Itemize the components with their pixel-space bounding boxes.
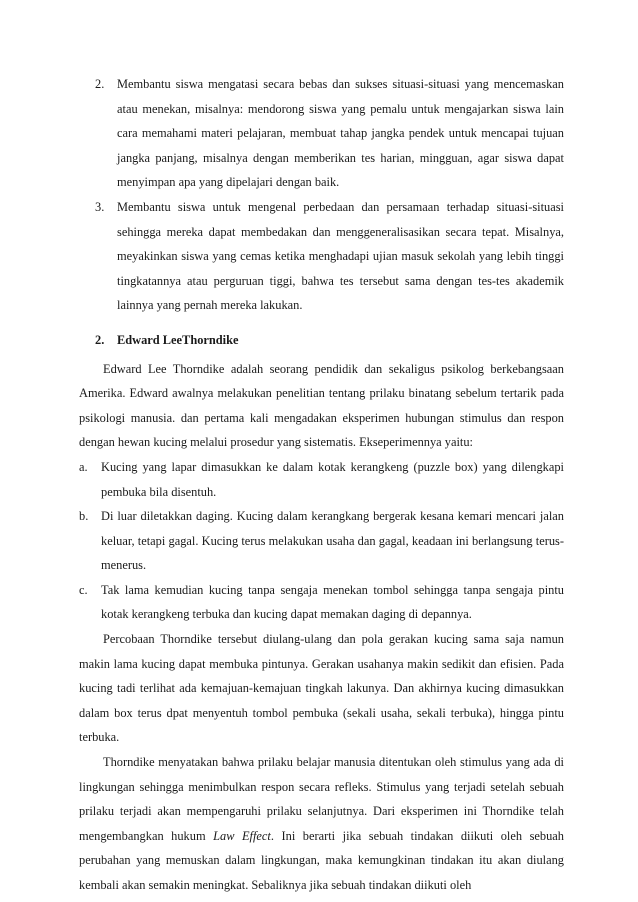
paragraph-law-effect xyxy=(79,750,564,898)
list-letter: c. xyxy=(79,582,88,597)
law-paragraph-after: . Ini berarti jika sebuah tindakan diikuti oleh sebuah perubahan yang memuskan dalam lingkungan, maka kemungkinan tindakan itu akan diulang kembali akan semakin meningkat. Sebaliknya jika sebuah tindakan diikuti oleh xyxy=(79,828,564,892)
numbered-item-3 xyxy=(79,195,564,318)
list-item-text: Membantu siswa mengatasi secara bebas dan sukses situasi-situasi yang mencemaskan atau menekan, misalnya: mendorong siswa yang pemalu untuk mengajarkan siswa lain cara memahami materi pelajaran, membuat tahap jangka pendek untuk mencapai tujuan jangka panjang, misalnya dengan memberikan tes harian, mingguan, agar siswa dapat menyimpan apa yang dipelajari dengan baik. xyxy=(117,77,564,190)
numbered-item-2 xyxy=(79,72,564,195)
list-letter: a. xyxy=(79,459,88,474)
section-heading xyxy=(79,328,564,353)
paragraph-percobaan: Percobaan Thorndike tersebut diulang-ulang dan pola gerakan kucing sama saja namun makin lama kucing dapat membuka pintunya. Gerakan usahanya makin sedikit dan efisien. Pada kucing tadi terlihat ada kemajuan-kemajuan tingkah lakunya. Dan akhirnya kucing dimasukkan dalam box terus dpat menyentuh tombol pembuka (sekali usaha, sekali terbuka), hingga pintu terbuka. xyxy=(79,632,564,745)
section-number: 2. xyxy=(95,332,105,347)
intro-paragraph: Edward Lee Thorndike adalah seorang pendidik dan sekaligus psikolog berkebangsaan Amerika. Edward awalnya melakukan penelitian tentang prilaku binatang sebelum tertarik pada psikologi manusia. dan pertama kali mengadakan eksperimen hubungan stimulus dan respon dengan hewan kucing melalui prosedur yang sistematis. Ekseperimennya yaitu: xyxy=(79,361,564,450)
list-letter: b. xyxy=(79,509,89,524)
law-paragraph-before: Thorndike menyatakan bahwa prilaku belajar manusia ditentukan oleh stimulus yang ada di lingkungan sehingga menimbulkan respon secara refleks. Stimulus yang terjadi setelah sebuah prilaku terjadi akan mempengaruhi prilaku selanjutnya. Dari eksperimen ini Thorndike telah mengembangkan hukum xyxy=(79,755,564,843)
numbered-list xyxy=(79,72,564,318)
law-effect-term: Law Effect xyxy=(213,828,271,843)
list-item-text: Tak lama kemudian kucing tanpa sengaja menekan tombol sehingga tanpa sengaja pintu kotak kerangkeng terbuka dan kucing dapat memakan daging di depannya. xyxy=(101,582,564,622)
experiment-step-a xyxy=(79,455,564,504)
list-item-text: Di luar diletakkan daging. Kucing dalam kerangkang bergerak kesana kemari mencari jalan keluar, tetapi gagal. Kucing terus melakukan usaha dan gagal, keadaan ini berlangsung terus-menerus. xyxy=(101,509,564,573)
experiment-step-c xyxy=(79,578,564,627)
list-number: 3. xyxy=(95,199,105,214)
experiment-step-b xyxy=(79,504,564,578)
list-number: 2. xyxy=(95,77,105,91)
list-item-text: Kucing yang lapar dimasukkan ke dalam kotak kerangkeng (puzzle box) yang dilengkapi pembuka bila disentuh. xyxy=(101,459,564,499)
experiment-steps-list xyxy=(79,455,564,627)
section-title: Edward LeeThorndike xyxy=(117,332,239,347)
list-item-text: Membantu siswa untuk mengenal perbedaan dan persamaan terhadap situasi-situasi sehingga mereka dapat membedakan dan menggeneralisasikan secara tepat. Misalnya, meyakinkan siswa yang cemas ketika menghadapi ujian masuk sekolah yang lebih tinggi tingkatannya atau perguruan tiggi, bahwa tes tersebut sama dengan tes-tes akademik lainnya yang pernah mereka lakukan. xyxy=(117,199,564,313)
